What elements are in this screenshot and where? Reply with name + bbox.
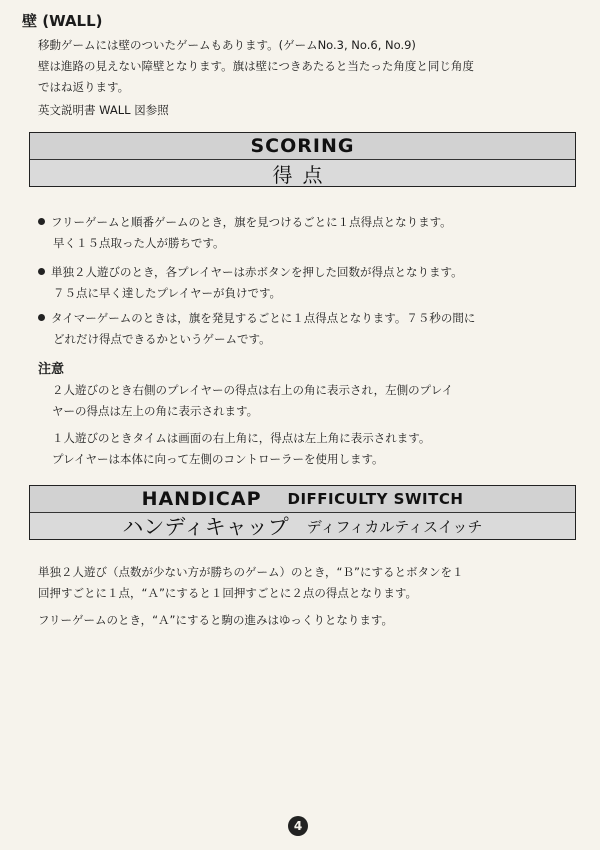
handicap-title-en: HANDICAP (141, 488, 262, 510)
handicap-title-jp: ハンディキャップ (122, 515, 289, 539)
note-heading: 注意 (38, 362, 65, 377)
wall-text-line-2: 壁は進路の見えない障壁となります。旗は壁につきあたると当たった角度と同じ角度 (38, 59, 474, 73)
handicap-subtitle-jp: ディフィカルティスイッチ (306, 517, 483, 536)
handicap-subtitle-en: DIFFICULTY SWITCH (287, 490, 464, 508)
wall-text-line-3: ではね返ります。 (38, 80, 130, 94)
scoring-bullet-2 (38, 262, 463, 304)
handicap-p1-line-1: 単独２人遊び（点数が少ない方が勝ちのゲーム）のとき，“Ｂ”にするとボタンを１ (38, 565, 464, 579)
scoring-bullet-2-line-2: ７５点に早く達したプレイヤーが負けです。 (53, 286, 282, 300)
scoring-bullet-1 (38, 212, 452, 254)
note-p1-line-2: ヤーの得点は左上の角に表示されます。 (52, 404, 259, 418)
bullet-dot-icon (38, 268, 45, 275)
scoring-bullet-3-line-2: どれだけ得点できるかというゲームです。 (53, 332, 271, 346)
scoring-bullet-3 (38, 308, 475, 350)
bullet-dot-icon (38, 314, 45, 321)
page-number: 4 (288, 816, 308, 836)
handicap-p1-line-2: 回押すごとに１点，“Ａ”にすると１回押すごとに２点の得点となります。 (38, 586, 417, 600)
scoring-title-en: SCORING (250, 135, 355, 157)
bullet-dot-icon (38, 218, 45, 225)
note-p2-line-1: １人遊びのときタイムは画面の右上角に，得点は左上角に表示されます。 (52, 431, 431, 445)
wall-section-title: 壁 (WALL) (22, 12, 103, 30)
scoring-banner (29, 132, 576, 187)
note-p2-line-2: プレイヤーは本体に向って左側のコントローラーを使用します。 (52, 452, 384, 466)
handicap-banner (29, 485, 576, 540)
scoring-bullet-1-line-2: 早く１５点取った人が勝ちです。 (53, 236, 225, 250)
scoring-bullet-2-line-1: 単独２人遊びのとき，各プレイヤーは赤ボタンを押した回数が得点となります。 (51, 265, 463, 279)
note-p1-line-1: ２人遊びのとき右側のプレイヤーの得点は右上の角に表示され，左側のプレイ (52, 383, 454, 397)
scoring-title-jp: 得点 (272, 162, 333, 187)
handicap-p2: フリーゲームのとき，“Ａ”にすると駒の進みはゆっくりとなります。 (38, 613, 393, 627)
scoring-bullet-3-line-1: タイマーゲームのときは，旗を発見するごとに１点得点となります。７５秒の間に (51, 311, 476, 325)
wall-text-line-1: 移動ゲームには壁のついたゲームもあります。(ゲームNo.3, No.6, No.9) (38, 38, 416, 52)
scoring-bullet-1-line-1: フリーゲームと順番ゲームのとき，旗を見つけるごとに１点得点となります。 (51, 215, 452, 229)
wall-reference: 英文説明書 WALL 図参照 (38, 103, 169, 117)
